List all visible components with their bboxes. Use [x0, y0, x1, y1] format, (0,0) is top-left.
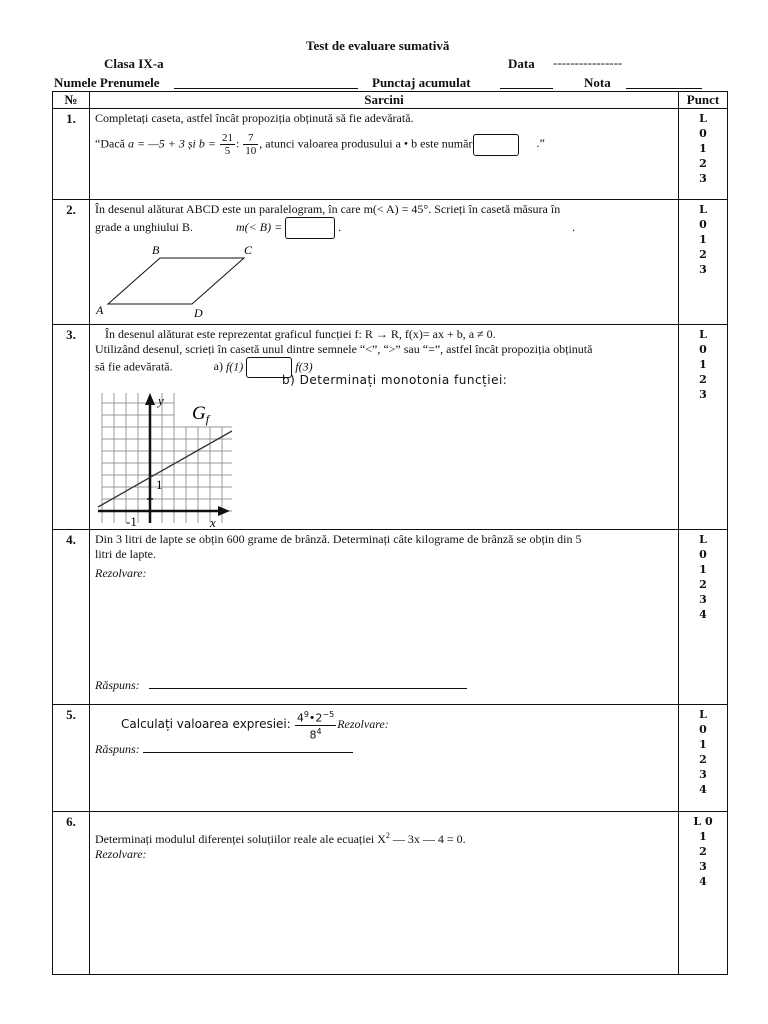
task-5-expression: $\frac{4^9•2^{-5}}{8^4}$: [296, 710, 335, 742]
task-4-answer: Răspuns:: [95, 676, 467, 693]
task-1-quote-end: .”: [536, 136, 545, 151]
task-5-answer-line[interactable]: [143, 741, 353, 753]
vertex-label-c: C: [244, 244, 253, 257]
task-6-points: L 0 1 2 3 4: [679, 812, 728, 975]
task-1-points: L 0 1 2 3: [679, 109, 728, 200]
score-label: Punctaj acumulat: [372, 75, 471, 90]
function-line: [98, 431, 232, 507]
table-header-row: [53, 92, 728, 109]
resolve-label: Rezolvare:: [337, 716, 389, 731]
fraction-21-5: $\frac{21}{5}$: [221, 132, 233, 157]
task-number: 6.: [53, 812, 90, 975]
vertex-label-b: B: [152, 244, 160, 257]
y-axis-label: y: [158, 393, 164, 408]
task-row-4: [53, 530, 728, 705]
task-number: 1.: [53, 109, 90, 200]
date-label: Data: [508, 56, 535, 71]
task-1-product-text: , atunci valoarea produsului a • b este număr: [259, 136, 473, 151]
task-number: 3.: [53, 325, 90, 530]
task-2-content: [90, 200, 679, 325]
tick-label-one: 1: [156, 477, 163, 492]
task-2-answer-box[interactable]: [285, 217, 335, 239]
grade-field[interactable]: [626, 73, 702, 89]
score-field[interactable]: [500, 73, 553, 89]
task-6-content: [90, 812, 679, 975]
task-4-answer-line[interactable]: [149, 676, 467, 689]
x-axis-label: x: [210, 515, 216, 529]
function-graph: [96, 389, 236, 529]
col-points-header: Punct: [679, 92, 728, 109]
parallelogram-diagram: [92, 244, 292, 319]
tick-label-minus-one: -1: [126, 514, 137, 529]
class-label: Clasa IX-a: [104, 56, 164, 71]
task-4-content: [90, 530, 679, 705]
task-1-content: [90, 109, 679, 200]
y-axis-arrow: [145, 393, 155, 405]
name-field[interactable]: [174, 73, 358, 89]
resolve-label: Rezolvare:: [95, 566, 147, 580]
task-1-quote-start: “Dacă: [95, 136, 128, 151]
task-5-answer: Răspuns:: [95, 741, 673, 757]
task-1-definitions: a = —5 + 3 și b =: [127, 136, 216, 151]
grade-label: Nota: [584, 75, 611, 90]
task-3-line2: Utilizând desenul, scrieți în casetă unul dintre semnele “<”, “>” sau “=”, astfel încât propoziția obținută: [95, 342, 593, 356]
task-row-6: [53, 812, 728, 975]
task-2-points: L 0 1 2 3: [679, 200, 728, 325]
date-field[interactable]: ----------------: [553, 55, 623, 70]
task-row-5: [53, 705, 728, 812]
test-title: Test de evaluare sumativă: [306, 38, 450, 53]
vertex-label-d: D: [194, 306, 203, 319]
task-1-answer-box[interactable]: [473, 134, 519, 156]
col-tasks-header: Sarcini: [90, 92, 679, 109]
task-5-statement: Calculați valoarea expresiei: $\frac{4^9•2^{-5}}{8^4}$ Rezolvare:: [121, 710, 389, 742]
task-number: 2.: [53, 200, 90, 325]
fraction-7-10: $\frac{7}{10}$: [245, 132, 257, 157]
resolve-label: Rezolvare:: [95, 847, 147, 861]
name-label: Numele Prenumele: [54, 75, 160, 90]
x-axis-arrow: [218, 506, 230, 516]
task-3-line3: să fie adevărată. a) f(1) f(3): [95, 357, 673, 378]
task-6-instruction: Determinați modulul diferenței soluțiilor reale ale ecuației $X^2$ — 3x — 4 = 0.: [95, 831, 466, 846]
task-3-instruction: În desenul alăturat este reprezentat graficul funcției f: R → R, f(x)= ax + b, a ≠ 0.: [105, 327, 496, 341]
parallelogram-abcd: [108, 258, 244, 304]
task-3-points: L 0 1 2 3: [679, 325, 728, 530]
task-number: 4.: [53, 530, 90, 705]
task-row-1: [53, 109, 728, 200]
task-1-statement: [95, 132, 673, 157]
task-3-content: [90, 325, 679, 530]
task-1-instruction: Completați caseta, astfel încât propoziția obținută să fie adevărată.: [95, 111, 414, 125]
task-4-instruction: Din 3 litri de lapte se obțin 600 grame de brânză. Determinați câte kilograme de brânză se obțin din 5 litri de lapte.: [95, 532, 582, 561]
task-number: 5.: [53, 705, 90, 812]
graph-label-gf: $G_f$: [192, 403, 210, 426]
test-table: [52, 91, 728, 975]
task-1-colon: :: [235, 136, 240, 151]
task-3-part-b: b) Determinați monotonia funcției:: [282, 373, 508, 387]
task-4-points: L 0 1 2 3 4: [679, 530, 728, 705]
task-5-points: L 0 1 2 3 4: [679, 705, 728, 812]
graph-grid: [102, 393, 232, 523]
task-2-question: grade a unghiului B. m(< B) = . .: [95, 217, 673, 239]
task-5-content: [90, 705, 679, 812]
task-2-instruction: În desenul alăturat ABCD este un paralelogram, în care m(< A) = 45°. Scrieți în casetă măsura în: [95, 202, 561, 216]
col-number-header: №: [53, 92, 90, 109]
task-row-3: [53, 325, 728, 530]
vertex-label-a: A: [96, 303, 104, 317]
task-row-2: [53, 200, 728, 325]
